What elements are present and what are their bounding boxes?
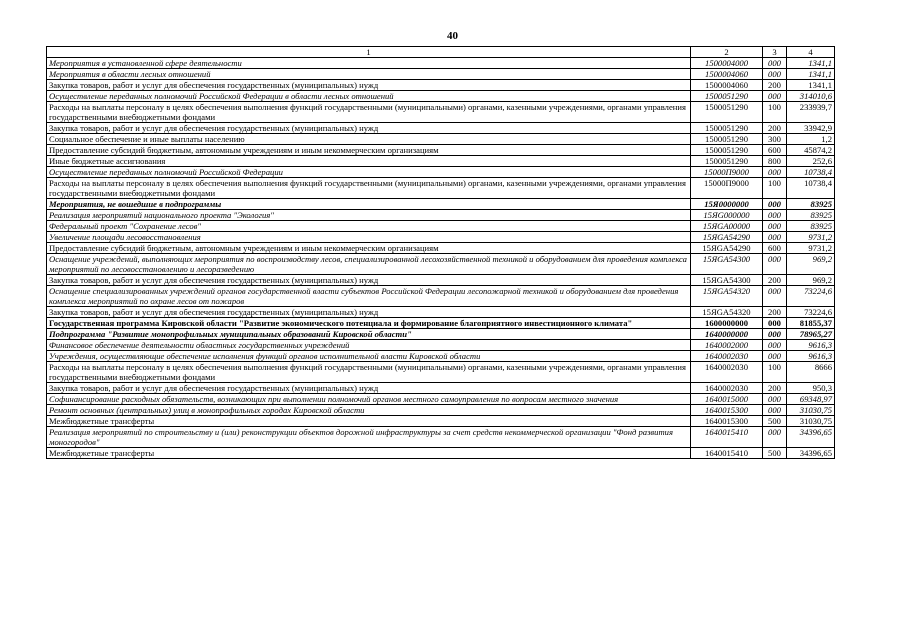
row-name: Межбюджетные трансферты: [47, 448, 691, 459]
row-expense-type: 100: [763, 178, 787, 199]
table-row: [47, 91, 835, 102]
table-row: [47, 405, 835, 416]
row-expense-type: 200: [763, 307, 787, 318]
row-code: 15ЯGA54320: [691, 286, 763, 307]
row-amount: 83925: [787, 199, 835, 210]
row-expense-type: 200: [763, 123, 787, 134]
row-name: Увеличение площади лесовосстановления: [47, 232, 691, 243]
row-name: Расходы на выплаты персоналу в целях обеспечения выполнения функций государственными (муниципальными) органами, казенными учреждениями, органами управления государственными внебюджетными фондами: [47, 102, 691, 123]
page-number: 40: [447, 30, 458, 42]
row-expense-type: 600: [763, 145, 787, 156]
column-header-code: 2: [691, 47, 763, 58]
row-code: 1640015410: [691, 427, 763, 448]
row-name: Закупка товаров, работ и услуг для обеспечения государственных (муниципальных) нужд: [47, 307, 691, 318]
row-code: 15ЯGA00000: [691, 221, 763, 232]
row-amount: 83925: [787, 221, 835, 232]
row-amount: 34396,65: [787, 448, 835, 459]
row-expense-type: 600: [763, 243, 787, 254]
table-row: [47, 362, 835, 383]
table-row: [47, 448, 835, 459]
table-row: [47, 102, 835, 123]
table-row: [47, 340, 835, 351]
column-header-type: 3: [763, 47, 787, 58]
row-name: Софинансирование расходных обязательств, возникающих при выполнении полномочий органов местного самоуправления по вопросам местного значения: [47, 394, 691, 405]
table-row: [47, 69, 835, 80]
row-expense-type: 000: [763, 221, 787, 232]
table-row: [47, 178, 835, 199]
table-row: [47, 58, 835, 69]
table-row: [47, 394, 835, 405]
table-row: [47, 416, 835, 427]
row-code: 1640015300: [691, 405, 763, 416]
row-amount: 33942,9: [787, 123, 835, 134]
row-expense-type: 800: [763, 156, 787, 167]
table-row: [47, 318, 835, 329]
row-expense-type: 200: [763, 275, 787, 286]
row-code: 1500051290: [691, 102, 763, 123]
row-amount: 81855,37: [787, 318, 835, 329]
row-amount: 233939,7: [787, 102, 835, 123]
row-expense-type: 000: [763, 286, 787, 307]
row-code: 1640002030: [691, 362, 763, 383]
row-expense-type: 000: [763, 405, 787, 416]
row-expense-type: 000: [763, 232, 787, 243]
row-amount: 34396,65: [787, 427, 835, 448]
row-amount: 1,2: [787, 134, 835, 145]
row-code: 1600000000: [691, 318, 763, 329]
row-amount: 9616,3: [787, 340, 835, 351]
row-code: 15ЯGA54290: [691, 232, 763, 243]
table-row: [47, 286, 835, 307]
row-name: Расходы на выплаты персоналу в целях обеспечения выполнения функций государственными (муниципальными) органами, казенными учреждениями, органами управления государственными внебюджетными фондами: [47, 178, 691, 199]
row-amount: 1341,1: [787, 80, 835, 91]
row-name: Подпрограмма "Развитие монопрофильных муниципальных образований Кировской области": [47, 329, 691, 340]
budget-table: [46, 46, 835, 459]
row-name: Закупка товаров, работ и услуг для обеспечения государственных (муниципальных) нужд: [47, 123, 691, 134]
row-expense-type: 000: [763, 318, 787, 329]
row-code: 15000П9000: [691, 167, 763, 178]
row-name: Осуществление переданных полномочий Российской Федерации: [47, 167, 691, 178]
row-code: 1640002030: [691, 383, 763, 394]
row-code: 1640002000: [691, 340, 763, 351]
row-code: 1500004000: [691, 58, 763, 69]
row-expense-type: 000: [763, 58, 787, 69]
row-amount: 9731,2: [787, 232, 835, 243]
row-expense-type: 300: [763, 134, 787, 145]
row-name: Мероприятия в установленной сфере деятельности: [47, 58, 691, 69]
row-code: 1500051290: [691, 145, 763, 156]
table-row: [47, 383, 835, 394]
row-name: Закупка товаров, работ и услуг для обеспечения государственных (муниципальных) нужд: [47, 275, 691, 286]
row-expense-type: 200: [763, 80, 787, 91]
row-name: Учреждения, осуществляющие обеспечение исполнения функций органов исполнительной власти Кировской области: [47, 351, 691, 362]
row-name: Государственная программа Кировской области "Развитие экономического потенциала и формирование благоприятного инвестиционного климата": [47, 318, 691, 329]
row-name: Осуществление переданных полномочий Российской Федерации в области лесных отношений: [47, 91, 691, 102]
row-name: Межбюджетные трансферты: [47, 416, 691, 427]
table-row: [47, 221, 835, 232]
row-code: 15Я0000000: [691, 199, 763, 210]
row-amount: 83925: [787, 210, 835, 221]
row-code: 15ЯGA54320: [691, 307, 763, 318]
table-row: [47, 167, 835, 178]
table-row: [47, 254, 835, 275]
row-expense-type: 000: [763, 254, 787, 275]
row-expense-type: 000: [763, 91, 787, 102]
row-name: Мероприятия, не вошедшие в подпрограммы: [47, 199, 691, 210]
table-row: [47, 329, 835, 340]
row-expense-type: 100: [763, 102, 787, 123]
row-amount: 9616,3: [787, 351, 835, 362]
row-expense-type: 000: [763, 351, 787, 362]
row-code: 1640000000: [691, 329, 763, 340]
row-code: 1500051290: [691, 134, 763, 145]
row-code: 1640015300: [691, 416, 763, 427]
table-row: [47, 199, 835, 210]
row-expense-type: 000: [763, 329, 787, 340]
table-row: [47, 210, 835, 221]
row-name: Предоставление субсидий бюджетным, автономным учреждениям и иным некоммерческим организациям: [47, 243, 691, 254]
row-name: Закупка товаров, работ и услуг для обеспечения государственных (муниципальных) нужд: [47, 80, 691, 91]
row-amount: 9731,2: [787, 243, 835, 254]
row-code: 1640015000: [691, 394, 763, 405]
row-expense-type: 500: [763, 416, 787, 427]
row-expense-type: 200: [763, 383, 787, 394]
row-expense-type: 000: [763, 394, 787, 405]
row-amount: 1341,1: [787, 58, 835, 69]
row-code: 1500004060: [691, 80, 763, 91]
row-amount: 10738,4: [787, 167, 835, 178]
row-amount: 10738,4: [787, 178, 835, 199]
row-amount: 314010,6: [787, 91, 835, 102]
table-header-row: [47, 47, 835, 58]
row-name: Закупка товаров, работ и услуг для обеспечения государственных (муниципальных) нужд: [47, 383, 691, 394]
row-name: Реализация мероприятий по строительству и (или) реконструкции объектов дорожной инфраструктуры за счет средств некоммерческой организации "Фонд развития моногородов": [47, 427, 691, 448]
table-row: [47, 145, 835, 156]
column-header-amount: 4: [787, 47, 835, 58]
row-amount: 969,2: [787, 275, 835, 286]
row-name: Предоставление субсидий бюджетным, автономным учреждениям и иным некоммерческим организациям: [47, 145, 691, 156]
row-code: 15ЯGA54290: [691, 243, 763, 254]
row-expense-type: 000: [763, 210, 787, 221]
row-name: Мероприятия в области лесных отношений: [47, 69, 691, 80]
row-name: Социальное обеспечение и иные выплаты населению: [47, 134, 691, 145]
row-name: Реализация мероприятий национального проекта "Экология": [47, 210, 691, 221]
row-code: 15000П9000: [691, 178, 763, 199]
row-name: Федеральный проект "Сохранение лесов": [47, 221, 691, 232]
table-row: [47, 275, 835, 286]
row-expense-type: 000: [763, 340, 787, 351]
row-code: 15ЯGA54300: [691, 275, 763, 286]
row-amount: 31030,75: [787, 405, 835, 416]
row-expense-type: 000: [763, 199, 787, 210]
table-row: [47, 134, 835, 145]
table-row: [47, 156, 835, 167]
row-amount: 69348,97: [787, 394, 835, 405]
row-name: Оснащение учреждений, выполняющих мероприятия по воспроизводству лесов, специализированной лесохозяйственной техникой и оборудованием для проведения комплекса мероприятий по лесовосстановлению и лесоразведению: [47, 254, 691, 275]
row-amount: 252,6: [787, 156, 835, 167]
row-code: 1500004060: [691, 69, 763, 80]
row-expense-type: 000: [763, 167, 787, 178]
row-name: Ремонт основных (центральных) улиц в монопрофильных городах Кировской области: [47, 405, 691, 416]
table-row: [47, 232, 835, 243]
row-amount: 73224,6: [787, 307, 835, 318]
row-amount: 950,3: [787, 383, 835, 394]
row-name: Расходы на выплаты персоналу в целях обеспечения выполнения функций государственными (муниципальными) органами, казенными учреждениями, органами управления государственными внебюджетными фондами: [47, 362, 691, 383]
table-row: [47, 80, 835, 91]
row-amount: 73224,6: [787, 286, 835, 307]
row-name: Оснащение специализированных учреждений органов государственной власти субъектов Российской Федерации лесопожарной техникой и оборудованием для проведения комплекса мероприятий по охране лесов от пожаров: [47, 286, 691, 307]
row-code: 1500051290: [691, 91, 763, 102]
table-row: [47, 427, 835, 448]
row-code: 1640015410: [691, 448, 763, 459]
row-code: 1500051290: [691, 123, 763, 134]
row-name: Финансовое обеспечение деятельности областных государственных учреждений: [47, 340, 691, 351]
row-code: 1500051290: [691, 156, 763, 167]
row-expense-type: 100: [763, 362, 787, 383]
row-code: 1640002030: [691, 351, 763, 362]
table-row: [47, 351, 835, 362]
row-amount: 1341,1: [787, 69, 835, 80]
row-expense-type: 000: [763, 69, 787, 80]
row-amount: 8666: [787, 362, 835, 383]
row-amount: 78965,27: [787, 329, 835, 340]
column-header-name: 1: [47, 47, 691, 58]
table-row: [47, 243, 835, 254]
row-expense-type: 500: [763, 448, 787, 459]
table-row: [47, 123, 835, 134]
row-name: Иные бюджетные ассигнования: [47, 156, 691, 167]
row-expense-type: 000: [763, 427, 787, 448]
row-amount: 45874,2: [787, 145, 835, 156]
row-amount: 31030,75: [787, 416, 835, 427]
row-code: 15ЯGA54300: [691, 254, 763, 275]
row-amount: 969,2: [787, 254, 835, 275]
table-body: [47, 58, 835, 459]
table-row: [47, 307, 835, 318]
row-code: 15ЯG000000: [691, 210, 763, 221]
